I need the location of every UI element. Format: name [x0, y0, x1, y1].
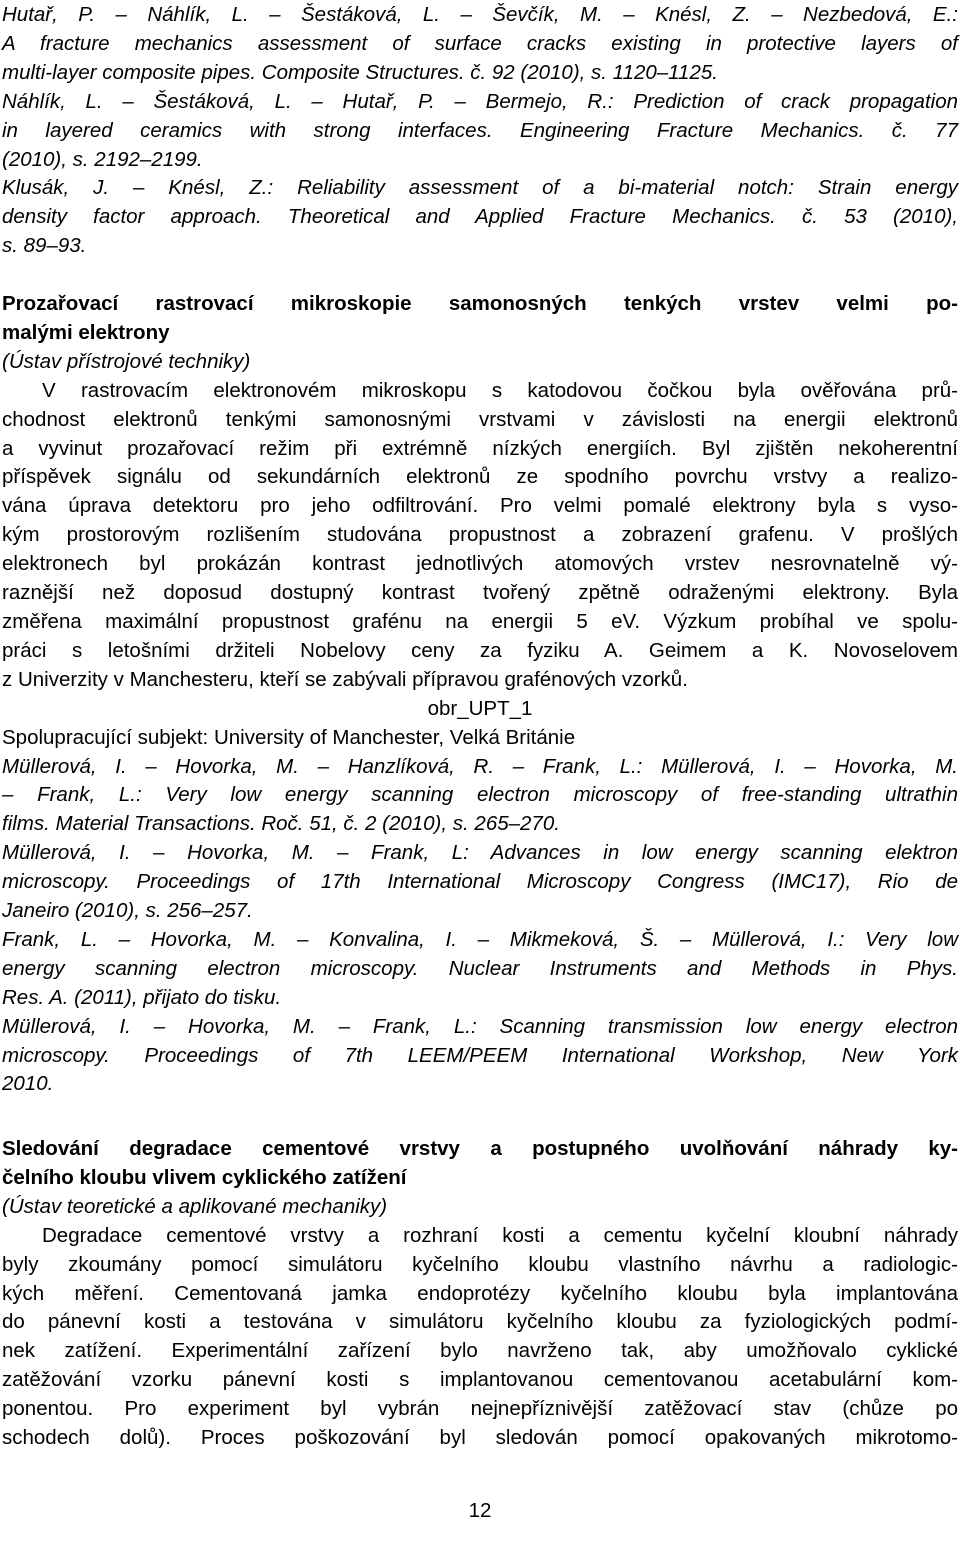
section-title-line: malými elektrony	[2, 320, 170, 344]
reference-entry	[2, 926, 958, 1013]
reference-entry	[2, 88, 958, 175]
institute-name: (Ústav přístrojové techniky)	[2, 349, 251, 373]
text-line: raznější než doposud dostupný kontrast tvořený zpětně odraženými elektrony. Byla	[2, 581, 958, 605]
references-top	[2, 1, 958, 261]
text-line: Degradace cementové vrstvy a rozhraní kosti a cementu kyčelní kloubní náhrady	[42, 1223, 958, 1247]
section-utam	[2, 1135, 958, 1453]
publication-list	[2, 753, 958, 1100]
text-line: změřena maximální propustnost grafénu na energii 5 eV. Výzkum probíhal ve spolu-	[2, 609, 958, 633]
text-line: A fracture mechanics assessment of surface cracks existing in protective layers of	[2, 31, 958, 55]
text-line: příspěvek signálu od sekundárních elektronů ze spodního povrchu vrstvy a realizo-	[2, 465, 958, 489]
text-line: Frank, L. – Hovorka, M. – Konvalina, I. – Mikmeková, Š. – Müllerová, I.: Very low	[2, 927, 958, 951]
section-title-line: Sledování degradace cementové vrstvy a postupného uvolňování náhrady ky-	[2, 1137, 958, 1160]
section-body	[2, 377, 958, 695]
text-line: do pánevní kosti a testována v simulátoru kyčelního kloubu za fyziologických podmí-	[2, 1310, 958, 1334]
partner-line: Spolupracující subjekt: University of Manchester, Velká Británie	[2, 725, 576, 749]
text-line: kých měření. Cementovaná jamka endoprotézy kyčelního kloubu byla implantována	[2, 1281, 958, 1305]
text-line: density factor approach. Theoretical and Applied Fracture Mechanics. č. 53 (2010),	[2, 205, 958, 229]
text-line: Náhlík, L. – Šestáková, L. – Hutař, P. – Bermejo, R.: Prediction of crack propagation	[2, 89, 958, 113]
section-upt	[2, 290, 958, 1099]
text-line: Müllerová, I. – Hovorka, M. – Hanzlíková, R. – Frank, L.: Müllerová, I. – Hovorka, M.	[2, 754, 958, 778]
text-line: kým prostorovým rozlišením studována propustnost a zobrazení grafenu. V prošlých	[2, 523, 958, 547]
text-line: V rastrovacím elektronovém mikroskopu s katodovou čočkou byla ověřována prů-	[42, 378, 958, 402]
text-line: films. Material Transactions. Roč. 51, č. 2 (2010), s. 265–270.	[2, 812, 560, 836]
text-line: in layered ceramics with strong interfaces. Engineering Fracture Mechanics. č. 77	[2, 118, 958, 142]
figure-reference: obr_UPT_1	[427, 696, 533, 720]
reference-entry	[2, 174, 958, 261]
text-line: microscopy. Proceedings of 7th LEEM/PEEM International Workshop, New York	[2, 1043, 958, 1067]
section-title	[2, 1135, 958, 1193]
text-line: microscopy. Proceedings of 17th International Microscopy Congress (IMC17), Rio de	[2, 870, 958, 894]
section-title-line: čelního kloubu vlivem cyklického zatížení	[2, 1165, 407, 1189]
text-line: Müllerová, I. – Hovorka, M. – Frank, L.: Scanning transmission low energy electron	[2, 1014, 958, 1038]
text-line: 2010.	[2, 1072, 54, 1096]
text-line: zatěžování vzorku pánevní kosti s implantovanou cementovanou acetabulární kom-	[2, 1368, 958, 1392]
text-line: Klusák, J. – Knésl, Z.: Reliability assessment of a bi-material notch: Strain energy	[2, 176, 958, 200]
section-body	[2, 1222, 958, 1453]
text-line: s. 89–93.	[2, 234, 87, 258]
institute-name: (Ústav teoretické a aplikované mechaniky)	[2, 1194, 388, 1218]
reference-entry	[2, 1013, 958, 1100]
section-title-line: Prozařovací rastrovací mikroskopie samonosných tenkých vrstev velmi po-	[2, 292, 958, 315]
text-line: multi-layer composite pipes. Composite Structures. č. 92 (2010), s. 1120–1125.	[2, 60, 718, 84]
text-line: energy scanning electron microscopy. Nuclear Instruments and Methods in Phys.	[2, 956, 958, 980]
text-line: elektronech byl prokázán kontrast jednotlivých atomových vrstev nesrovnatelně vý-	[2, 552, 958, 576]
reference-entry	[2, 753, 958, 840]
text-line: ponentou. Pro experiment byl vybrán nejnepříznivější zatěžovací stav (chůze po	[2, 1397, 958, 1421]
text-line: – Frank, L.: Very low energy scanning electron microscopy of free-standing ultrathin	[2, 783, 958, 807]
text-line: (2010), s. 2192–2199.	[2, 147, 203, 171]
text-line: Res. A. (2011), přijato do tisku.	[2, 985, 282, 1009]
text-line: Müllerová, I. – Hovorka, M. – Frank, L: Advances in low energy scanning elektron	[2, 841, 958, 865]
text-line: nek zatížení. Experimentální zařízení bylo navrženo tak, aby umožňovalo cyklické	[2, 1339, 958, 1363]
text-line: a vyvinut prozařovací režim při extrémně nízkých energiích. Byl zjištěn nekoherentní	[2, 436, 958, 460]
text-line: byly zkoumány pomocí simulátoru kyčelního kloubu vlastního návrhu a radiologic-	[2, 1252, 958, 1276]
text-line: z Univerzity v Manchesteru, kteří se zabývali přípravou grafénových vzorků.	[2, 667, 688, 691]
reference-entry	[2, 1, 958, 88]
text-line: Hutař, P. – Náhlík, L. – Šestáková, L. – Ševčík, M. – Knésl, Z. – Nezbedová, E.:	[2, 3, 958, 26]
text-line: Janeiro (2010), s. 256–257.	[2, 899, 253, 923]
text-line: práci s letošními držiteli Nobelovy ceny za fyziku A. Geimem a K. Novoselovem	[2, 638, 958, 662]
text-line: vána úprava detektoru pro jeho odfiltrování. Pro velmi pomalé elektrony byla s vyso-	[2, 494, 958, 518]
text-line: schodech dolů). Proces poškozování byl sledován pomocí opakovaných mikrotomo-	[2, 1426, 958, 1450]
section-title	[2, 290, 958, 348]
reference-entry	[2, 839, 958, 926]
text-line: chodnost elektronů tenkými samonosnými vrstvami v závislosti na energii elektronů	[2, 407, 958, 431]
page-number: 12	[468, 1499, 492, 1522]
